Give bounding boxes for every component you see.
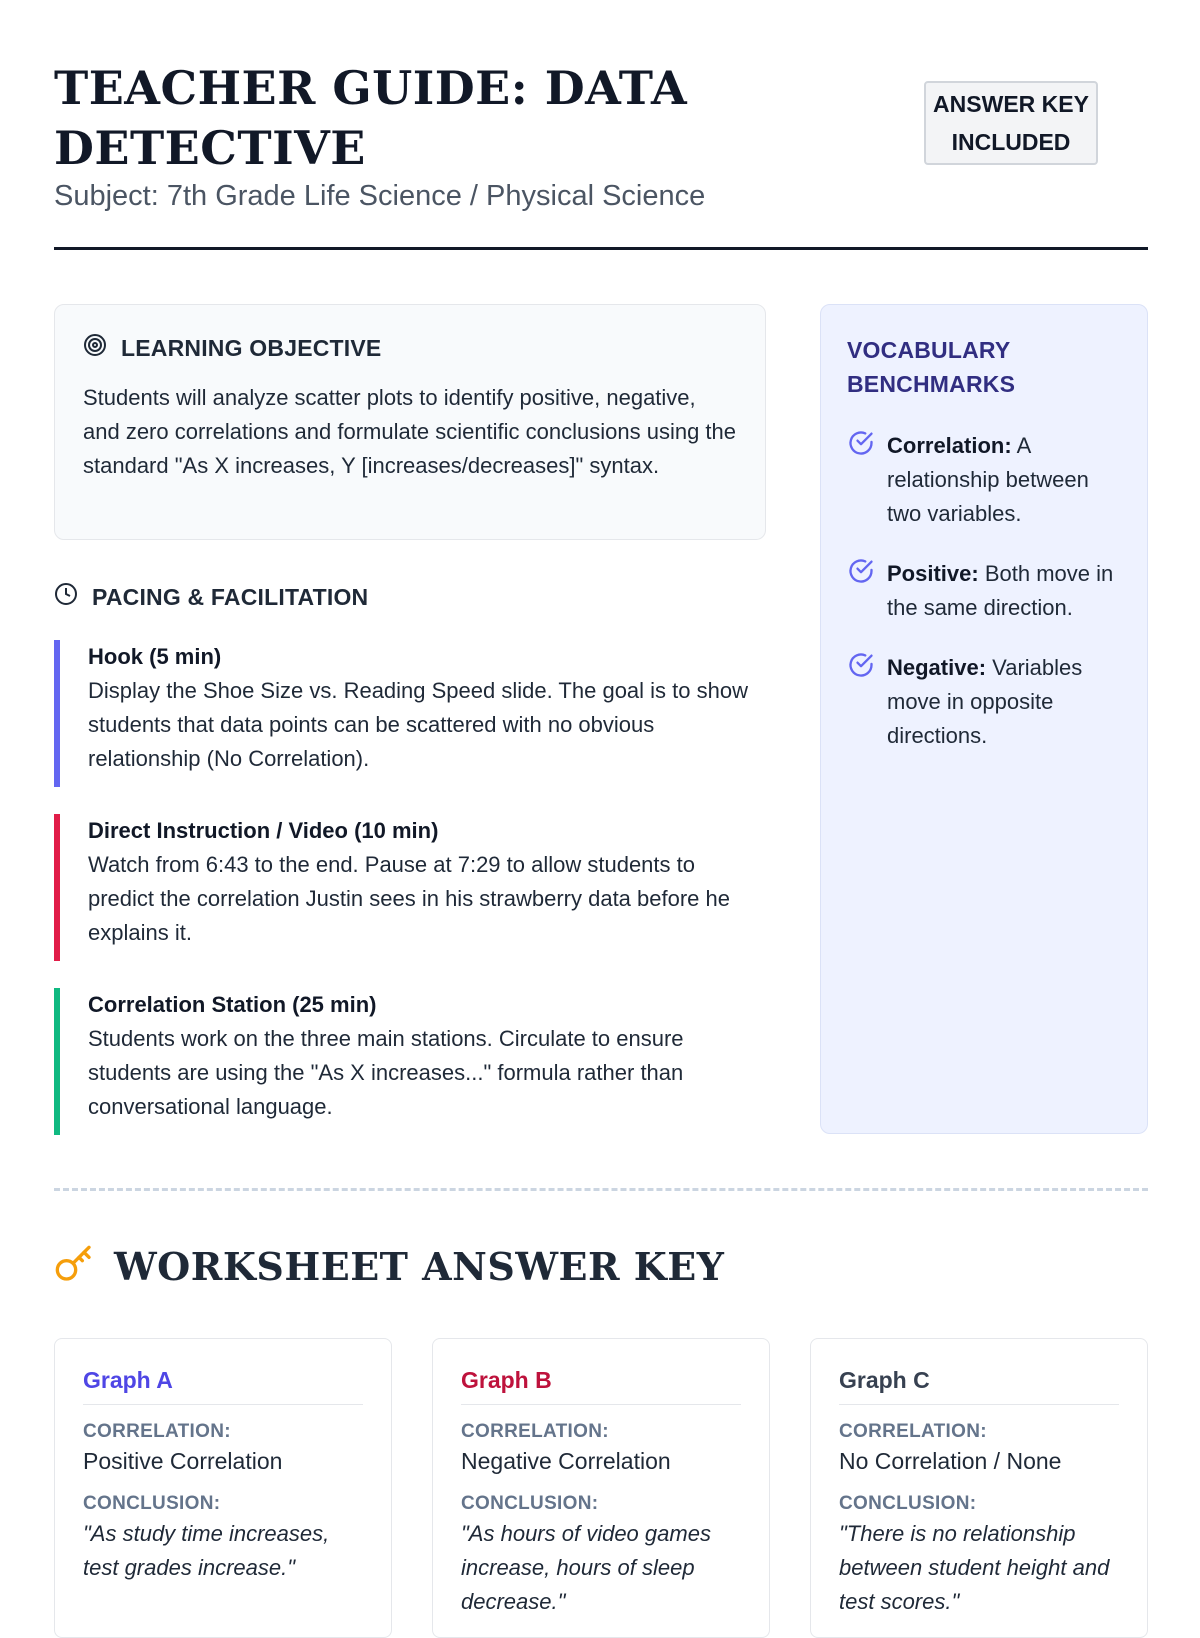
section-divider (54, 1188, 1148, 1191)
vocab-term: Positive: (887, 561, 979, 586)
step-text: Display the Shoe Size vs. Reading Speed slide. The goal is to show students that data points can be scattered with no obvious relationship (No Correlation). (88, 678, 748, 771)
pacing-heading: PACING & FACILITATION (92, 583, 369, 610)
vocab-heading: VOCABULARY BENCHMARKS (847, 337, 1016, 397)
conclusion-text: "As study time increases, test grades increase." (83, 1521, 330, 1580)
answer-key-heading: WORKSHEET ANSWER KEY (114, 1244, 725, 1289)
card-title: Graph B (461, 1367, 741, 1405)
vocab-definition: A relationship between two variables. (887, 433, 1089, 526)
vocab-item (847, 651, 1121, 753)
conclusion-label: CONCLUSION: (83, 1493, 221, 1514)
correlation-label: CORRELATION: (839, 1421, 987, 1442)
vocab-term: Correlation: (887, 433, 1012, 458)
correlation-value: Positive Correlation (83, 1448, 283, 1474)
step-title: Correlation Station (25 min) (88, 992, 377, 1017)
vocab-definition: Variables move in opposite directions. (887, 655, 1083, 748)
conclusion-text: "As hours of video games increase, hours of sleep decrease." (461, 1521, 711, 1614)
correlation-value: Negative Correlation (461, 1448, 671, 1474)
pacing-step (54, 988, 766, 1135)
page-subtitle: Subject: 7th Grade Life Science / Physical Science (54, 180, 706, 212)
vocab-item (847, 557, 1121, 625)
answer-card-graph-a (54, 1338, 392, 1638)
check-circle-icon (847, 429, 875, 531)
clock-icon (54, 582, 78, 612)
answer-card-graph-c (810, 1338, 1148, 1638)
target-icon (83, 333, 107, 363)
conclusion-label: CONCLUSION: (461, 1493, 599, 1514)
objective-heading: LEARNING OBJECTIVE (121, 334, 382, 361)
card-title: Graph C (839, 1367, 1119, 1405)
vocabulary-card (820, 304, 1148, 1134)
answer-card-graph-b (432, 1338, 770, 1638)
check-circle-icon (847, 557, 875, 625)
vocab-term: Negative: (887, 655, 987, 680)
step-text: Students work on the three main stations. Circulate to ensure students are using the "As X increases..." formula rather than conversational language. (88, 1026, 684, 1119)
card-title: Graph A (83, 1367, 363, 1405)
answer-key-heading-row (54, 1244, 724, 1289)
pacing-heading-row (54, 582, 368, 612)
page-title: TEACHER GUIDE: DATA DETECTIVE (54, 61, 688, 175)
step-title: Direct Instruction / Video (10 min) (88, 818, 439, 843)
vocab-item (847, 429, 1121, 531)
correlation-label: CORRELATION: (83, 1421, 231, 1442)
learning-objective-card (54, 304, 766, 540)
check-circle-icon (847, 651, 875, 753)
step-accent-bar (54, 640, 60, 787)
step-accent-bar (54, 814, 60, 961)
step-accent-bar (54, 988, 60, 1135)
answer-key-badge: ANSWER KEY INCLUDED (924, 81, 1098, 165)
pacing-step (54, 814, 766, 961)
correlation-value: No Correlation / None (839, 1448, 1062, 1474)
step-title: Hook (5 min) (88, 644, 222, 669)
objective-text: Students will analyze scatter plots to identify positive, negative, and zero correlations and formulate scientific conclusions using the standard "As X increases, Y [increases/decreases]" syntax. (83, 385, 737, 478)
step-text: Watch from 6:43 to the end. Pause at 7:29 to allow students to predict the correlation Justin sees in his strawberry data before he explains it. (88, 852, 730, 945)
conclusion-label: CONCLUSION: (839, 1493, 977, 1514)
vocab-definition: Both move in the same direction. (887, 561, 1114, 620)
pacing-step (54, 640, 766, 787)
correlation-label: CORRELATION: (461, 1421, 609, 1442)
key-icon (54, 1244, 94, 1289)
conclusion-text: "There is no relationship between student height and test scores." (839, 1521, 1110, 1614)
